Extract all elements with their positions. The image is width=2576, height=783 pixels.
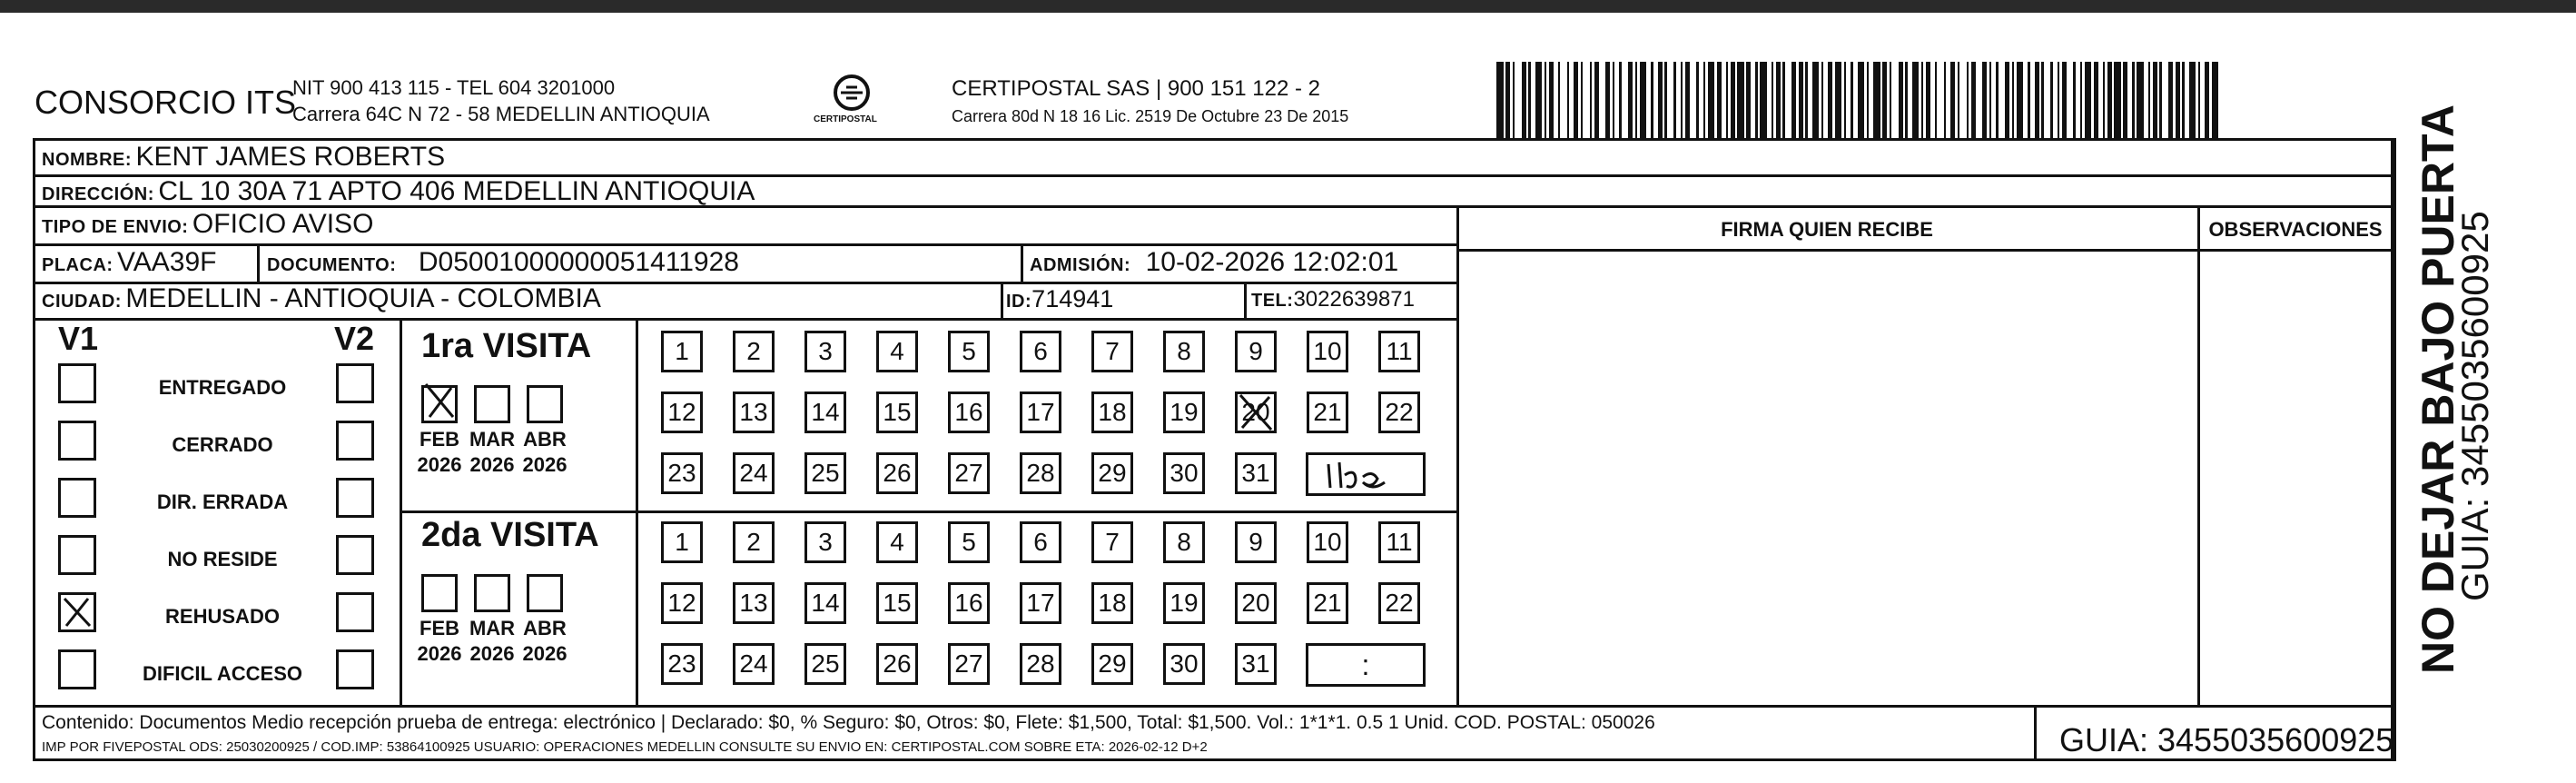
first-visit-day-29[interactable]: 29 [1091,452,1133,494]
v2-checkbox[interactable] [336,478,374,518]
first-visit-day-21[interactable]: 21 [1307,392,1348,433]
month-label: MAR [469,617,516,639]
col-line [1001,282,1003,318]
barcode-bar [1664,62,1667,138]
second-visit-day-17[interactable]: 17 [1020,582,1061,624]
barcode-bar [2176,62,2180,138]
id-label: ID: [1006,292,1032,312]
barcode-bar [1717,62,1722,138]
first-visit-day-20[interactable]: 20 [1235,392,1277,433]
barcode-bar [1726,62,1729,138]
barcode-bar [1835,62,1842,138]
certipostal-logo [806,71,897,134]
placa-label: PLACA: [42,255,114,275]
tel-row [1251,287,1415,312]
month-label: ABR [523,617,567,639]
barcode-bar [1791,62,1796,138]
first-visit-day-23[interactable]: 23 [661,452,703,494]
barcode-bar [2182,62,2185,138]
month-caption [513,427,577,478]
first-visit-day-8[interactable]: 8 [1163,331,1205,372]
barcode-bar [1696,62,1699,138]
firma-header: FIRMA QUIEN RECIBE [1721,218,1933,241]
second-visit-day-11[interactable]: 11 [1378,521,1420,563]
ciudad-label: CIUDAD: [42,292,122,312]
v1-checkbox[interactable] [58,421,96,461]
barcode-bar [2205,62,2209,138]
first-visit-month-checkbox[interactable] [474,385,510,423]
tel-label: TEL: [1251,291,1294,311]
barcode-bar [1613,62,1615,138]
v2-checkbox[interactable] [336,592,374,632]
barcode-bar [1921,62,1924,138]
status-label: NO RESIDE [167,548,278,570]
first-visit-day-19[interactable]: 19 [1163,392,1205,433]
second-visit-day-6[interactable]: 6 [1020,521,1061,563]
first-visit-day-7[interactable]: 7 [1091,331,1133,372]
second-visit-day-18[interactable]: 18 [1091,582,1133,624]
year-label: 2026 [417,642,462,665]
id-row [1006,285,1113,313]
carrier-address: Carrera 80d N 18 16 Lic. 2519 De Octubre 23 De 2015 [952,107,1349,125]
barcode-bar [1651,62,1653,138]
barcode-bar [1821,62,1824,138]
second-visit-day-1[interactable]: 1 [661,521,703,563]
row-line [33,243,1456,246]
year-label: 2026 [522,642,568,665]
barcode-bar [1950,62,1955,138]
barcode-bar [1755,62,1758,138]
barcode-bar [2080,62,2083,138]
first-visit-day-11[interactable]: 11 [1378,331,1420,372]
second-visit-day-20[interactable]: 20 [1235,582,1277,624]
row-line [33,705,2393,708]
v2-checkbox[interactable] [336,363,374,403]
first-visit-day-22[interactable]: 22 [1378,392,1420,433]
barcode-bar [1496,62,1504,138]
barcode-bar [2062,62,2067,138]
ciudad-value: MEDELLIN - ANTIOQUIA - COLOMBIA [125,283,601,313]
col-line [257,243,260,282]
second-visit-day-16[interactable]: 16 [948,582,990,624]
second-visit-day-29[interactable]: 29 [1091,643,1133,685]
admision-value: 10-02-2026 12:02:01 [1145,247,1399,277]
barcode-bar [1912,62,1920,138]
barcode-bar [2132,62,2135,138]
second-visit-day-28[interactable]: 28 [1020,643,1061,685]
barcode-bar [1858,62,1865,138]
first-visit-day-18[interactable]: 18 [1091,392,1133,433]
v2-checkbox[interactable] [336,535,374,575]
barcode-bar [1731,62,1735,138]
v1-checkbox[interactable] [58,649,96,689]
second-visit-day-22[interactable]: 22 [1378,582,1420,624]
col-line [2393,138,2396,761]
barcode-bar [1590,62,1593,138]
month-label: MAR [469,428,516,451]
documento-row [267,247,739,278]
barcode-bar [1545,62,1547,138]
barcode-bar [1558,62,1561,138]
barcode-bar [1867,62,1870,138]
first-visit-day-5[interactable]: 5 [948,331,990,372]
barcode-bar [2114,62,2121,138]
first-visit-day-10[interactable]: 10 [1307,331,1348,372]
second-visit-day-26[interactable]: 26 [876,643,918,685]
barcode-bar [2103,62,2106,138]
ciudad-row [42,283,601,314]
observations-area[interactable] [2200,252,2393,705]
admision-row [1030,247,1398,278]
first-visit-day-24[interactable]: 24 [733,452,775,494]
barcode-bar [1776,62,1781,138]
barcode-bar [1708,62,1715,138]
first-visit-day-27[interactable]: 27 [948,452,990,494]
v1-checkbox[interactable] [58,535,96,575]
first-visit-day-15[interactable]: 15 [876,392,918,433]
logo-text: CERTIPOSTAL [814,114,877,124]
second-visit-day-27[interactable]: 27 [948,643,990,685]
barcode-bar [1673,62,1676,138]
barcode-bar [1605,62,1610,138]
direccion-row [42,176,755,207]
row-line [33,318,1456,321]
v2-checkbox[interactable] [336,421,374,461]
status-label: ENTREGADO [158,376,287,399]
barcode-bar [1772,62,1774,138]
v2-header: V2 [334,320,375,357]
barcode-bar [2017,62,2024,138]
barcode-bar [1782,62,1785,138]
second-visit-day-25[interactable]: 25 [804,643,846,685]
barcode-bar [1549,62,1554,138]
first-visit-day-26[interactable]: 26 [876,452,918,494]
tipo-label: TIPO DE ENVIO: [42,217,189,237]
year-label: 2026 [469,642,515,665]
month-label: FEB [419,617,459,639]
documento-label: DOCUMENTO: [267,255,397,275]
placa-value: VAA39F [117,247,217,277]
barcode-bar [2123,62,2127,138]
second-visit-month-checkbox[interactable] [527,574,563,612]
first-visit-month-checkbox[interactable] [527,385,563,423]
second-visit-day-30[interactable]: 30 [1163,643,1205,685]
barcode-bar [1971,62,1976,138]
barcode-bar [2058,62,2060,138]
barcode-bar [1703,62,1706,138]
company-name: CONSORCIO ITS [35,84,297,121]
barcode-bar [1737,62,1744,138]
barcode-bar [1505,62,1510,138]
observaciones-header: OBSERVACIONES [2208,218,2383,241]
nombre-value: KENT JAMES ROBERTS [135,142,446,172]
first-visit-day-14[interactable]: 14 [804,392,846,433]
first-visit-day-6[interactable]: 6 [1020,331,1061,372]
month-caption [513,616,577,667]
year-label: 2026 [417,453,462,476]
first-visit-day-17[interactable]: 17 [1020,392,1061,433]
barcode-bar [1844,62,1847,138]
col-line [400,318,402,705]
first-visit-day-4[interactable]: 4 [876,331,918,372]
col-line [1021,243,1023,282]
first-visit-day-3[interactable]: 3 [804,331,846,372]
first-visit-day-12[interactable]: 12 [661,392,703,433]
v1-checkbox[interactable] [58,478,96,518]
barcode-bar [1746,62,1751,138]
nombre-row [42,142,445,173]
barcode-bar [2012,62,2015,138]
year-label: 2026 [522,453,568,476]
barcode-bar [1681,62,1683,138]
barcode-bar [2073,62,2076,138]
second-visit-day-5[interactable]: 5 [948,521,990,563]
barcode-bar [1581,62,1584,138]
first-visit-month-checkbox[interactable] [421,385,458,423]
footer-line-2: IMP POR FIVEPOSTAL ODS: 25030200925 / COD.IMP: 53864100925 USUARIO: OPERACIONES MEDELLIN CONSULTE SU ENVIO EN: CERTIPOSTAL.COM SOBRE ETA: 2026-02-12 D+2 [42,739,1208,755]
id-value: 714941 [1031,285,1114,312]
col-line [2034,705,2037,761]
second-visit-day-14[interactable]: 14 [804,582,846,624]
first-visit-time-box[interactable] [1306,452,1426,496]
no-dejar-warning: NO DEJAR BAJO PUERTA [2413,104,2463,674]
barcode-bar [1989,62,1992,138]
second-visit-day-3[interactable]: 3 [804,521,846,563]
second-visit-time-box[interactable]: : [1306,643,1426,687]
row-line [400,510,1456,513]
barcode-bar [1899,62,1903,138]
barcode-bar [1619,62,1622,138]
barcode-bar [2035,62,2039,138]
barcode-bar [1760,62,1767,138]
direccion-label: DIRECCIÓN: [42,184,154,204]
v1-header: V1 [58,320,99,357]
second-visit-day-7[interactable]: 7 [1091,521,1133,563]
barcode-bar [1567,62,1570,138]
barcode-bar [1890,62,1892,138]
second-visit-day-31[interactable]: 31 [1235,643,1277,685]
direccion-value: CL 10 30A 71 APTO 406 MEDELLIN ANTIOQUIA [158,176,755,206]
second-visit-month-checkbox[interactable] [474,574,510,612]
check-mark-icon [1235,392,1277,433]
barcode-bar [1873,62,1880,138]
footer-guia: GUIA: 3455035600925 [2059,721,2394,758]
barcode [1496,62,2219,138]
tel-value: 3022639871 [1293,287,1415,312]
signature-area[interactable] [1459,252,2197,705]
col-line [636,318,638,705]
barcode-bar [1805,62,1808,138]
barcode-bar [1935,62,1938,138]
barcode-bar [2198,62,2201,138]
nombre-label: NOMBRE: [42,150,133,170]
first-visit-day-1[interactable]: 1 [661,331,703,372]
v2-checkbox[interactable] [336,649,374,689]
check-mark-icon [61,595,94,629]
tipo-row [42,209,373,240]
barcode-bar [2148,62,2151,138]
placa-row [42,247,217,278]
barcode-bar [1574,62,1578,138]
month-label: FEB [419,428,459,451]
status-label: REHUSADO [165,605,280,628]
barcode-bar [1828,62,1832,138]
v1-checkbox[interactable] [58,592,96,632]
status-label: DIFICIL ACCESO [142,662,302,685]
first-visit-day-30[interactable]: 30 [1163,452,1205,494]
status-label: CERRADO [172,433,273,456]
barcode-bar [1958,62,1960,138]
admision-label: ADMISIÓN: [1030,255,1131,275]
second-visit-day-8[interactable]: 8 [1163,521,1205,563]
barcode-bar [1628,62,1633,138]
top-edge [0,0,2576,13]
barcode-bar [2153,62,2157,138]
barcode-bar [2107,62,2112,138]
second-visit-day-21[interactable]: 21 [1307,582,1348,624]
barcode-bar [2005,62,2009,138]
second-visit-day-15[interactable]: 15 [876,582,918,624]
tipo-value: OFICIO AVISO [192,209,374,239]
second-visit-day-10[interactable]: 10 [1307,521,1348,563]
second-visit-day-19[interactable]: 19 [1163,582,1205,624]
footer-line-1: Contenido: Documentos Medio recepción prueba de entrega: electrónico | Declarado: $0, % Seguro: $0, Otros: $0, Flete: $1,500, Total: $1,500. Vol.: 1*1*1. 0.5 1 Unid. COD. POSTAL: 050026 [42,712,1655,733]
barcode-bar [1535,62,1543,138]
second-visit-day-24[interactable]: 24 [733,643,775,685]
barcode-bar [1658,62,1663,138]
company-nit: NIT 900 413 115 - TEL 604 3201000 [292,76,616,99]
barcode-bar [1522,62,1526,138]
barcode-bar [2028,62,2030,138]
barcode-bar [2094,62,2098,138]
barcode-bar [1635,62,1638,138]
barcode-bar [2050,62,2053,138]
v1-checkbox[interactable] [58,363,96,403]
second-visit-day-12[interactable]: 12 [661,582,703,624]
second-visit-day-2[interactable]: 2 [733,521,775,563]
side-guia: GUIA: 3455035600925 [2453,211,2496,601]
first-visit-day-16[interactable]: 16 [948,392,990,433]
company-address: Carrera 64C N 72 - 58 MEDELLIN ANTIOQUIA [292,103,710,125]
second-visit-day-23[interactable]: 23 [661,643,703,685]
barcode-bar [1685,62,1690,138]
barcode-bar [2137,62,2144,138]
barcode-bar [2085,62,2092,138]
barcode-bar [2189,62,2196,138]
first-visit-day-28[interactable]: 28 [1020,452,1061,494]
first-visit-day-9[interactable]: 9 [1235,331,1277,372]
second-visit-day-9[interactable]: 9 [1235,521,1277,563]
carrier-name: CERTIPOSTAL SAS | 900 151 122 - 2 [952,76,1320,101]
barcode-bar [1882,62,1887,138]
barcode-bar [1594,62,1599,138]
barcode-bar [1982,62,1987,138]
barcode-bar [2159,62,2162,138]
barcode-bar [2212,62,2219,138]
first-visit-day-2[interactable]: 2 [733,331,775,372]
barcode-bar [1944,62,1947,138]
handwritten-time [1308,455,1423,493]
month-label: ABR [523,428,567,451]
documento-value: D05001000000051411928 [418,247,739,277]
barcode-bar [1513,62,1515,138]
first-visit-day-25[interactable]: 25 [804,452,846,494]
barcode-bar [1996,62,1999,138]
first-visit-day-31[interactable]: 31 [1235,452,1277,494]
barcode-bar [1528,62,1531,138]
barcode-bar [2168,62,2173,138]
barcode-bar [1812,62,1820,138]
check-mark-icon [422,381,459,421]
second-visit-month-checkbox[interactable] [421,574,458,612]
first-visit-title: 1ra VISITA [421,327,592,365]
barcode-bar [1640,62,1647,138]
barcode-bar [1799,62,1803,138]
col-line [1244,282,1247,318]
barcode-bar [1851,62,1853,138]
barcode-bar [1967,62,1969,138]
second-visit-day-4[interactable]: 4 [876,521,918,563]
first-visit-day-13[interactable]: 13 [733,392,775,433]
year-label: 2026 [469,453,515,476]
status-label: DIR. ERRADA [156,491,289,513]
barcode-bar [2041,62,2044,138]
second-visit-title: 2da VISITA [421,516,599,554]
barcode-bar [1926,62,1930,138]
second-visit-day-13[interactable]: 13 [733,582,775,624]
barcode-bar [1905,62,1908,138]
